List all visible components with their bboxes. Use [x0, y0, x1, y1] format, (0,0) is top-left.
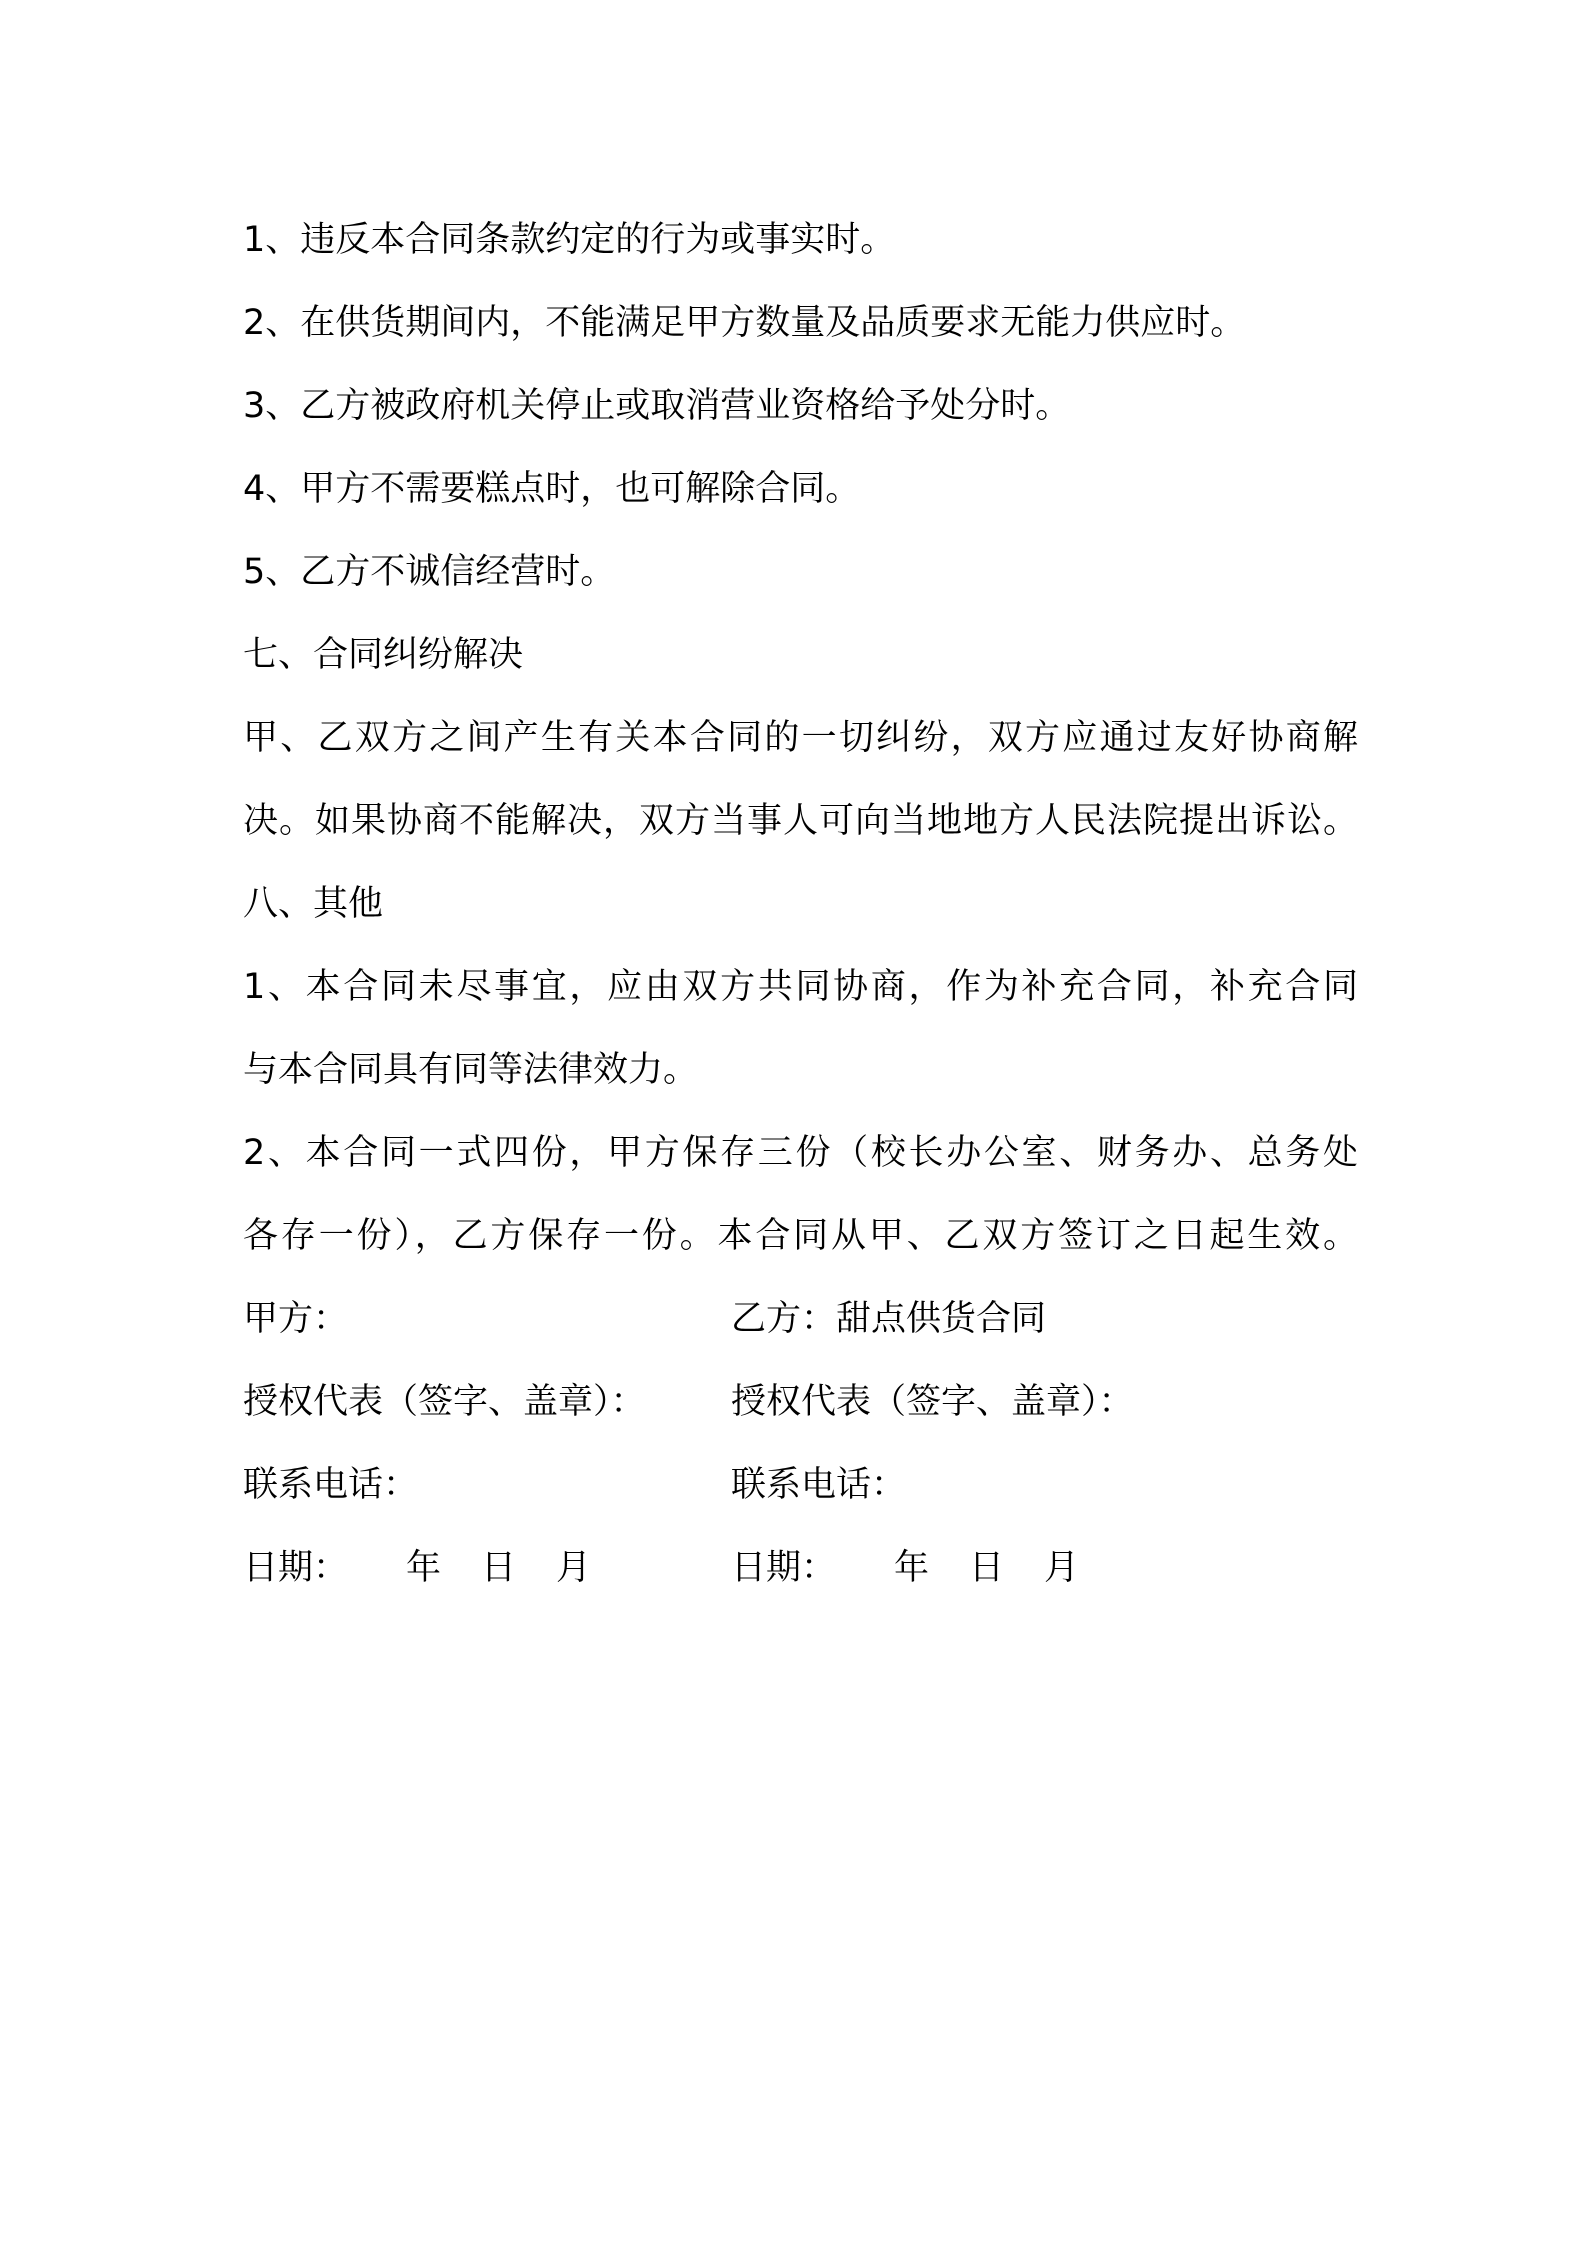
- party-a-date-day: 日: [481, 1548, 517, 1588]
- party-b-date-label: 日期：: [731, 1548, 837, 1588]
- contract-body: [243, 199, 1358, 1610]
- party-a-date-month: 月: [556, 1548, 592, 1588]
- party-b-date-month: 月: [1044, 1548, 1080, 1588]
- party-b-label: 乙方：甜点供货合同: [731, 1299, 1047, 1339]
- clause-2: 2、在供货期间内，不能满足甲方数量及品质要求无能力供应时。: [243, 303, 1246, 343]
- party-a-date-year: 年: [406, 1548, 442, 1588]
- clause-4: 4、甲方不需要糕点时，也可解除合同。: [243, 469, 861, 509]
- other-clause-1-line-2: 与本合同具有同等法律效力。: [243, 1050, 699, 1090]
- party-b-date-year: 年: [894, 1548, 930, 1588]
- other-clause-2-line-2: 各存一份），乙方保存一份。本合同从甲、乙双方签订之日起生效。: [243, 1216, 1358, 1256]
- party-b-date: [731, 1527, 1079, 1610]
- party-a-rep-label: 授权代表（签字、盖章）：: [243, 1382, 646, 1422]
- party-b-rep-label: 授权代表（签字、盖章）：: [731, 1382, 1134, 1422]
- signature-phone-row: [243, 1444, 1358, 1527]
- section-heading-other: 八、其他: [243, 884, 384, 924]
- clause-5: 5、乙方不诚信经营时。: [243, 552, 616, 592]
- signature-date-row: [243, 1527, 1358, 1610]
- section-heading-dispute: 七、合同纠纷解决: [243, 635, 524, 675]
- party-a-date: [243, 1527, 591, 1610]
- party-a-date-label: 日期：: [243, 1548, 349, 1588]
- dispute-paragraph-line-2: 决。如果协商不能解决，双方当事人可向当地地方人民法院提出诉讼。: [243, 801, 1358, 841]
- clause-3: 3、乙方被政府机关停止或取消营业资格给予处分时。: [243, 386, 1071, 426]
- party-b-phone-label: 联系电话：: [731, 1465, 907, 1505]
- party-a-label: 甲方：: [243, 1299, 349, 1339]
- party-b-date-day: 日: [969, 1548, 1005, 1588]
- clause-1: 1、违反本合同条款约定的行为或事实时。: [243, 220, 896, 260]
- signature-rep-row: [243, 1361, 1358, 1444]
- other-clause-1-line-1: 1、本合同未尽事宜，应由双方共同协商，作为补充合同，补充合同: [243, 967, 1358, 1007]
- other-clause-2-line-1: 2、本合同一式四份，甲方保存三份（校长办公室、财务办、总务处: [243, 1133, 1358, 1173]
- dispute-paragraph-line-1: 甲、乙双方之间产生有关本合同的一切纠纷，双方应通过友好协商解: [243, 718, 1358, 758]
- signature-party-row: [243, 1278, 1358, 1361]
- party-a-phone-label: 联系电话：: [243, 1465, 419, 1505]
